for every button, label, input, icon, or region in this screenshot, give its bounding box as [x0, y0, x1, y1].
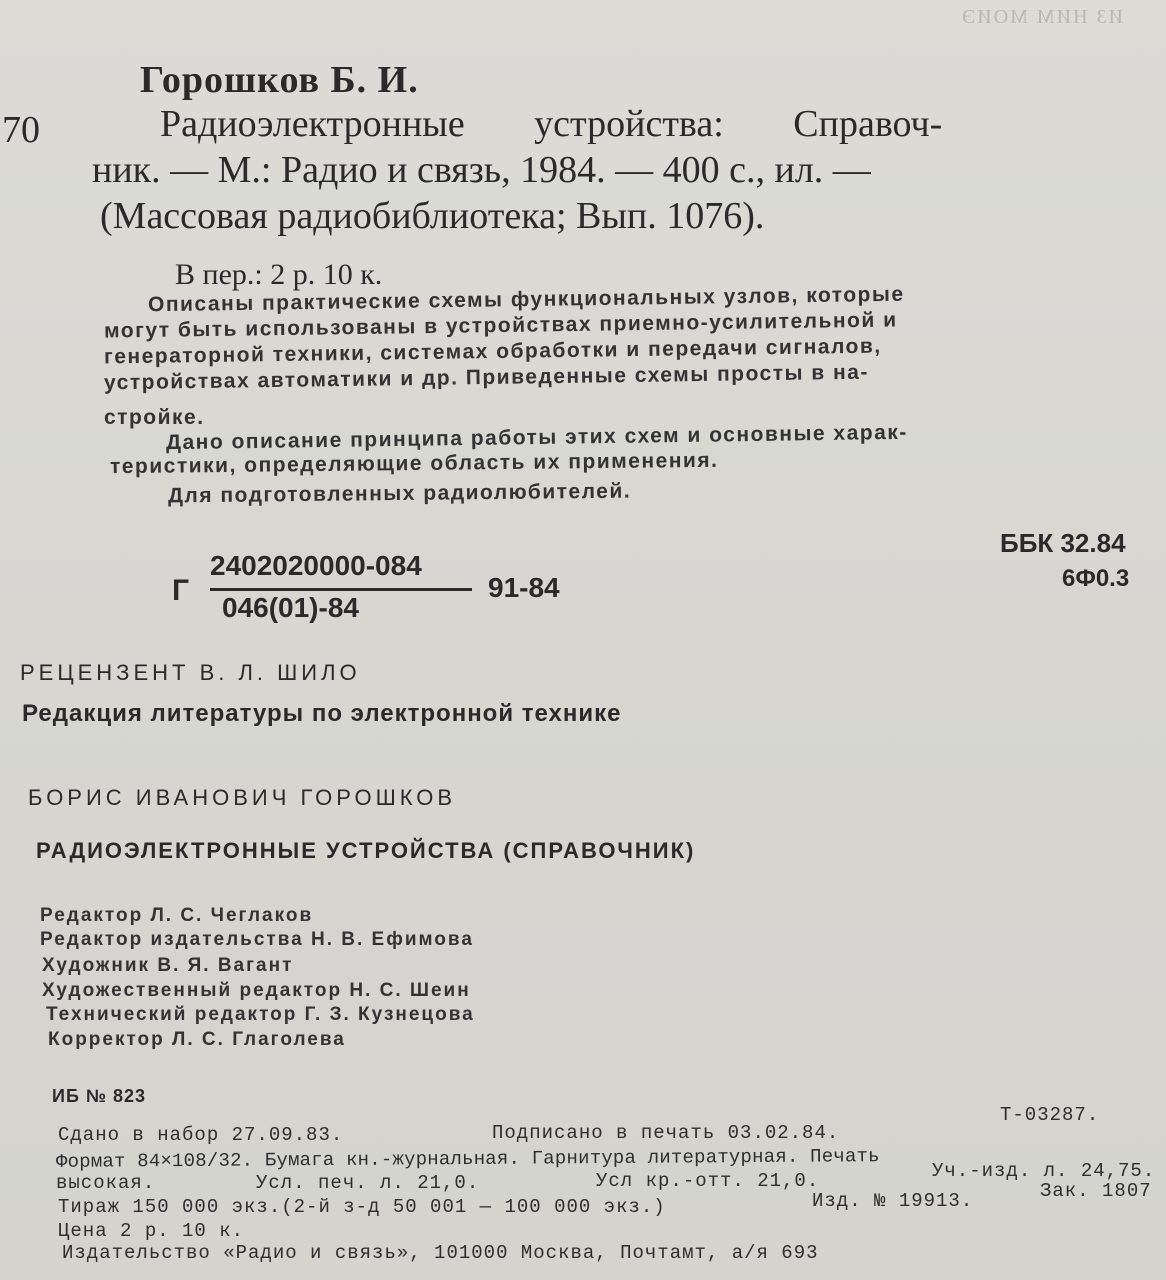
staff-credit: Художественный редактор Н. С. Шеин [42, 980, 471, 1001]
print-proofs: Усл кр.-отт. 21,0. [596, 1170, 820, 1192]
book-title: РАДИОЭЛЕКТРОННЫЕ УСТРОЙСТВА (СПРАВОЧНИК) [36, 838, 696, 863]
annotation-line: Описаны практические схемы функциональных узлов, которые [147, 282, 905, 317]
ib-number: ИБ № 823 [52, 1086, 146, 1106]
print-type: высокая. [56, 1172, 156, 1194]
binding-price: В пер.: 2 р. 10 к. [175, 258, 383, 291]
author-full-name: БОРИС ИВАНОВИЧ ГОРОШКОВ [28, 785, 457, 810]
annotation-line: генераторной техники, системах обработки и передачи сигналов, [103, 334, 882, 369]
staff-credit: Корректор Л. С. Глаголева [48, 1029, 346, 1050]
classification-code: 91-84 [488, 572, 560, 603]
annotation-line: теристики, определяющие область их применения. [109, 448, 719, 479]
staff-credit: Художник В. Я. Вагант [42, 955, 294, 976]
annotation-line: Для подготовленных радиолюбителей. [167, 479, 632, 508]
classification-letter: Г [172, 574, 190, 607]
staff-credit: Технический редактор Г. З. Кузнецова [46, 1004, 475, 1025]
bbk-code: 6Ф0.3 [1062, 565, 1130, 592]
title-line-2: ник. — М.: Радио и связь, 1984. — 400 с., ил. — [92, 149, 871, 191]
print-sheets: Усл. печ. л. 21,0. [256, 1172, 480, 1194]
izd-number: Изд. № 19913. [812, 1190, 974, 1212]
order-number: Зак. 1807 [1040, 1180, 1152, 1202]
title-line-1: Радиоэлектронные устройства: Справоч- [160, 103, 943, 145]
signed-date: Подписано в печать 03.02.84. [492, 1122, 840, 1144]
format-line: Формат 84×108/32. Бумага кн.-журнальная. Гарнитура литературная. Печать [55, 1145, 880, 1173]
reviewer: РЕЦЕНЗЕНТ В. Л. ШИЛО [20, 660, 361, 685]
editorial-office: Редакция литературы по электронной технике [22, 700, 622, 727]
t-code: Т-03287. [1000, 1104, 1100, 1126]
annotation-line: могут быть использованы в устройствах приемно-усилительной и [103, 308, 898, 343]
annotation-line: устройствах автоматики и др. Приведенные схемы просты в на- [103, 360, 870, 395]
annotation-line: стройке. [104, 406, 205, 429]
title-line-3: (Массовая радиобиблиотека; Вып. 1076). [100, 195, 765, 237]
staff-credit: Редактор Л. С. Чеглаков [40, 905, 314, 926]
bbk-index: ББК 32.84 [1000, 528, 1126, 558]
index-number: 70 [2, 109, 40, 151]
classification-numerator: 2402020000-084 [210, 550, 422, 581]
publishing-sheets: Уч.-изд. л. 24,75. [932, 1160, 1156, 1182]
submitted-date: Сдано в набор 27.09.83. [58, 1124, 344, 1146]
fraction-bar [210, 588, 472, 591]
author-heading: Горошков Б. И. [140, 59, 419, 101]
staff-credit: Редактор издательства Н. В. Ефимова [40, 929, 474, 950]
publisher-address: Издательство «Радио и связь», 101000 Москва, Почтамт, а/я 693 [62, 1242, 819, 1264]
classification-denominator: 046(01)-84 [222, 592, 359, 623]
bleed-through-text: ИЗ НИМ МОИЭ [960, 6, 1124, 28]
annotation-line: Дано описание принципа работы этих схем и основные харак- [165, 420, 908, 455]
print-run: Тираж 150 000 экз.(2-й з-д 50 001 — 100 000 экз.) [58, 1196, 666, 1218]
retail-price: Цена 2 р. 10 к. [58, 1220, 245, 1242]
